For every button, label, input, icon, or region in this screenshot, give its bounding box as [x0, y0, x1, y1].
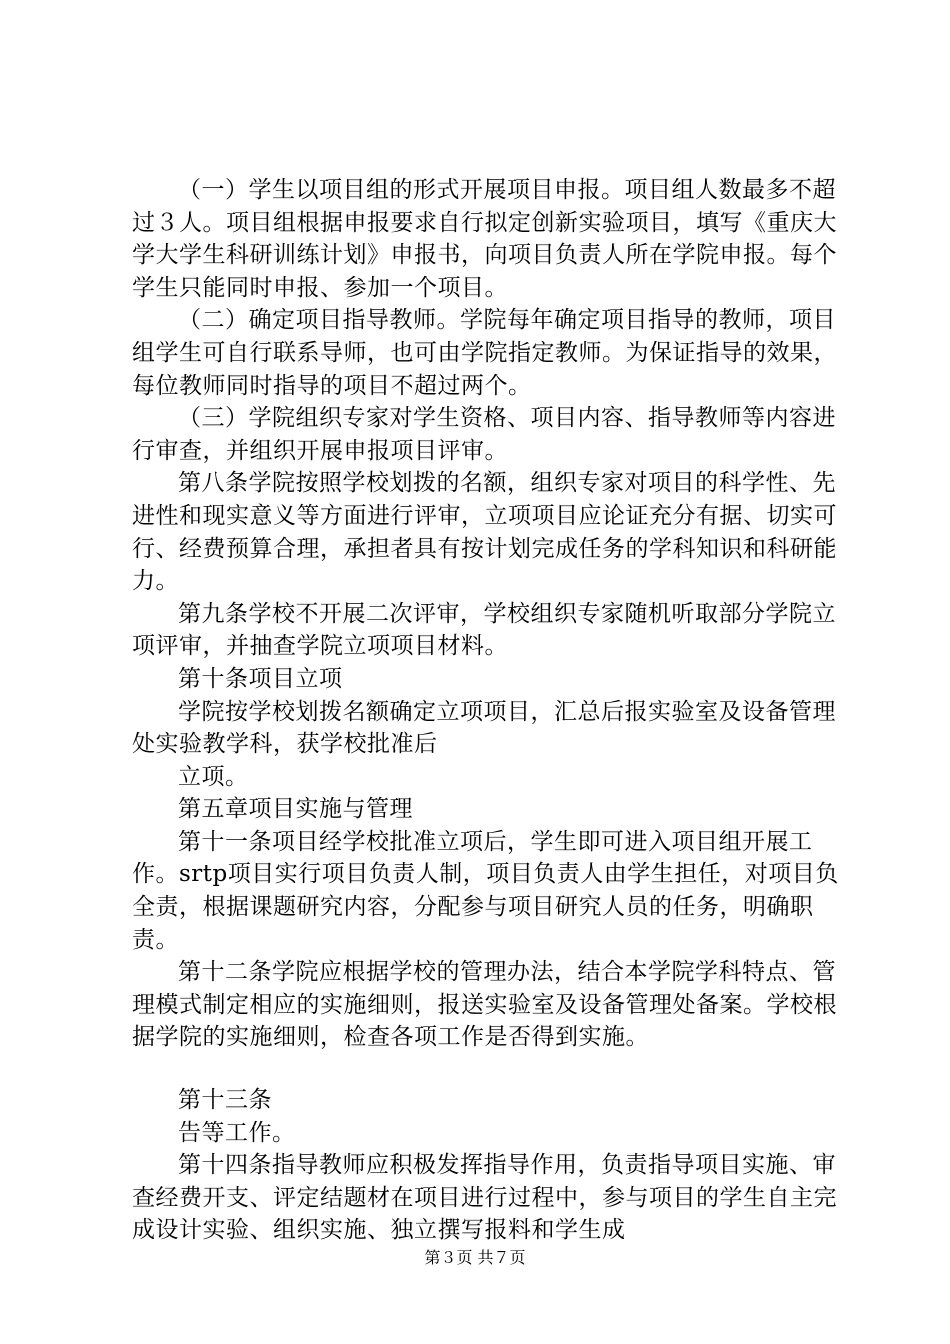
paragraph-3: （三）学院组织专家对学生资格、项目内容、指导教师等内容进行审查，并组织开展申报项目评审。 — [132, 405, 836, 464]
page-footer: 第３页 共７页 — [424, 1248, 526, 1267]
paragraph-2: （二）确定项目指导教师。学院每年确定项目指导的教师，项目组学生可自行联系导师，也可由学院指定教师。为保证指导的效果，每位教师同时指导的项目不超过两个。 — [132, 307, 837, 399]
paragraph-4: 第八条学院按照学校划拨的名额，组织专家对项目的科学性、先进性和现实意义等方面进行评审，立项项目应论证充分有据、切实可行、经费预算合理，承担者具有按计划完成任务的学科知识和科研能力。 — [132, 470, 837, 595]
paragraph-10: 第十一条项目经学校批准立项后，学生即可进入项目组开展工作。srtp项目实行项目负责人制，项目负责人由学生担任，对项目负全责，根据课题研究内容，分配参与项目研究人员的任务，明确职责。 — [132, 828, 839, 953]
paragraph-6: 第十条项目立项 — [178, 665, 343, 692]
paragraph-11: 第十二条学院应根据学校的管理办法，结合本学院学科特点、管理模式制定相应的实施细则，报送实验室及设备管理处备案。学校根据学院的实施细则，检查各项工作是否得到实施。 — [132, 959, 837, 1051]
document-body — [132, 174, 852, 1247]
chapter-heading: 第五章项目实施与管理 — [178, 796, 413, 823]
paragraph-gap — [132, 1054, 852, 1084]
paragraph-13: 第十三条 — [178, 1087, 272, 1114]
paragraph-8: 立项。 — [178, 763, 249, 790]
paragraph-5: 第九条学校不开展二次评审，学校组织专家随机听取部分学院立项评审，并抽查学院立项项目材料。 — [132, 600, 836, 660]
paragraph-15: 第十四条指导教师应积极发挥指导作用，负责指导项目实施、审查经费开支、评定结题材在项目进行过程中，参与项目的学生自主完成设计实验、组织实施、独立撰写报料和学生成 — [132, 1152, 837, 1244]
paragraph-7: 学院按学校划拨名额确定立项项目，汇总后报实验室及设备管理处实验教学科，获学校批准后 — [132, 698, 836, 758]
paragraph-1: （一）学生以项目组的形式开展项目申报。项目组人数最多不超过３人。项目组根据申报要求自行拟定创新实验项目，填写《重庆大学大学生科研训练计划》申报书，向项目负责人所在学院申报。每个学生只能同时申报、参加一个项目。 — [132, 177, 837, 301]
paragraph-14: 告等工作。 — [178, 1119, 296, 1146]
